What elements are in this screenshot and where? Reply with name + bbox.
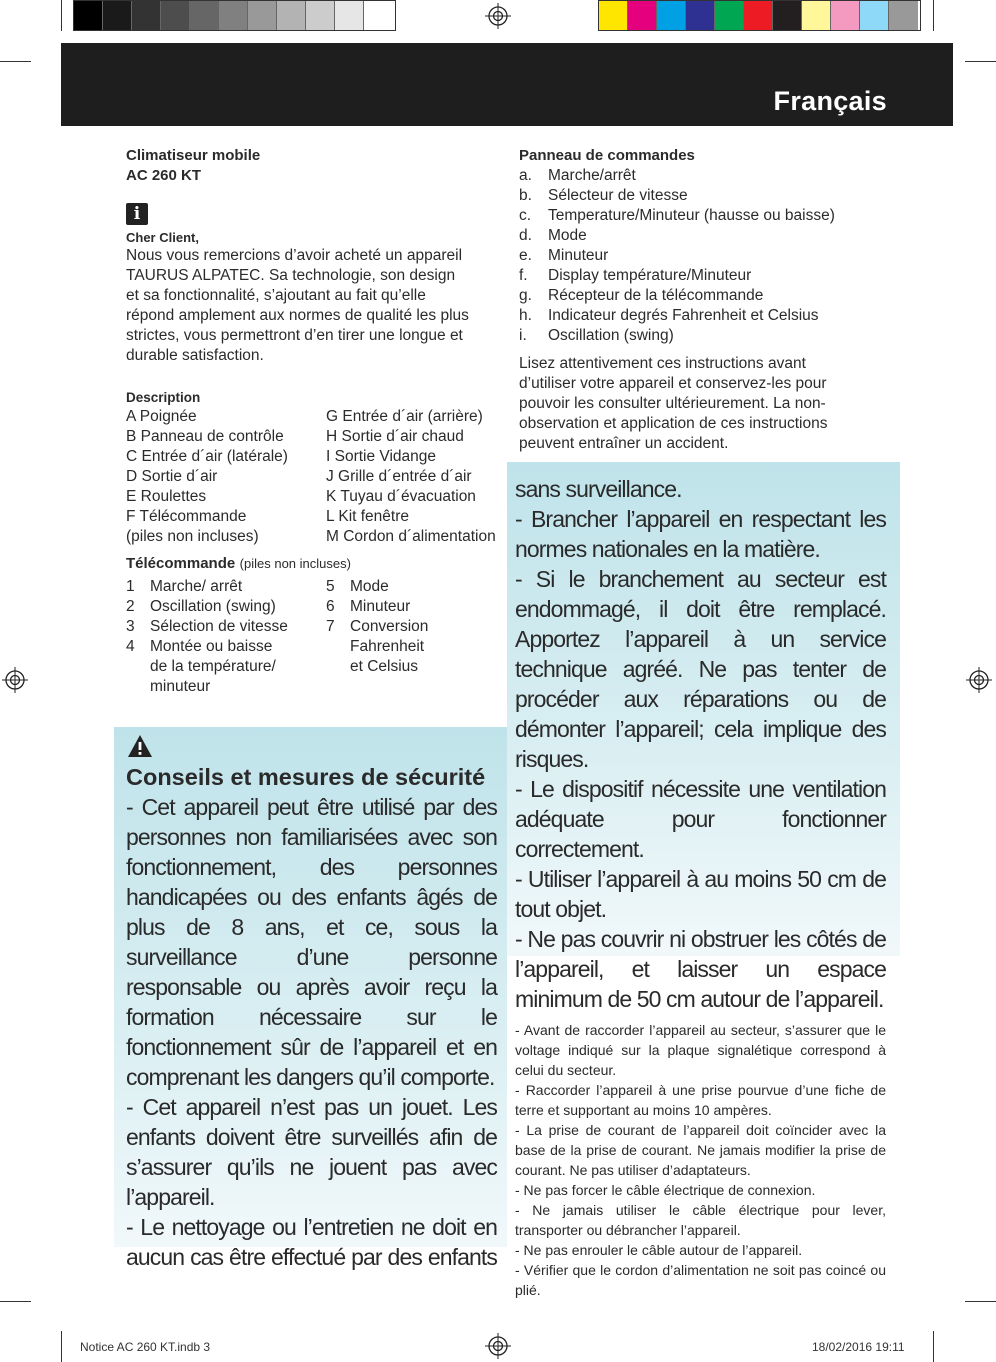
gray-swatch (132, 1, 161, 30)
notice-line: pouvoir les consulter ultérieurement. La non- (519, 395, 826, 412)
panel-item (519, 326, 889, 346)
gray-swatch (335, 1, 364, 30)
panel-item (519, 246, 889, 266)
panel-item-label: Sélecteur de vitesse (548, 187, 688, 204)
description-item: K Tuyau d´évacuation (326, 488, 476, 505)
remote-item-number (126, 657, 150, 677)
color-swatch (599, 1, 628, 30)
intro-line: et sa fonctionnalité, s’ajoutant au fait qu’elle (126, 287, 426, 304)
description-item: G Entrée d´air (arrière) (326, 408, 483, 425)
color-swatch (715, 1, 744, 30)
crop-mark (0, 1301, 31, 1302)
panel-item-letter: g. (519, 287, 532, 304)
description-item: J Grille d´entrée d´air (326, 468, 472, 485)
safety-right-big-text (515, 474, 886, 1014)
panel-item-letter: c. (519, 207, 532, 224)
panel-item-label: Marche/arrêt (548, 167, 636, 184)
remote-item-number: 1 (126, 578, 135, 595)
language-title: Français (773, 86, 887, 116)
notice-line: peuvent entraîner un accident. (519, 435, 729, 452)
color-swatch (889, 1, 918, 30)
product-model: AC 260 KT (126, 167, 202, 184)
safety-paragraph-small: - Avant de raccorder l’appareil au secteur, s’assurer que le voltage indiqué sur la plaque signalétique correspond à celui du secteur. (515, 1022, 886, 1078)
remote-note: (piles non incluses) (239, 556, 351, 571)
safety-paragraph: - Cet appareil peut être utilisé par des personnes non familiarisées avec son fonctionnement, des personnes handicapées ou des enfants âgés de plus de 8 ans, et ce, sous la surveillance d’une personne responsable ou après avoir reçu la formation nécessaire sur le fonctionnement sûr de l’appareil et en comprenant les dangers qu’il comporte. (126, 794, 497, 1090)
page-header (61, 43, 953, 126)
safety-paragraph: - Utiliser l’appareil à au moins 50 cm de tout objet. (515, 866, 886, 922)
remote-item-label: Oscillation (swing) (150, 598, 276, 615)
safety-paragraph: - Cet appareil n’est pas un jouet. Les enfants doivent être surveillés afin de s’assurer qu’ils ne jouent pas avec l’appareil. (126, 1094, 497, 1210)
color-swatch (802, 1, 831, 30)
description-left-list (126, 407, 326, 547)
safety-paragraph-small: - Ne pas forcer le câble électrique de connexion. (515, 1182, 816, 1198)
description-item: H Sortie d´air chaud (326, 428, 464, 445)
crop-mark (933, 0, 934, 31)
description-item: D Sortie d´air (126, 468, 218, 485)
panel-item (519, 286, 889, 306)
description-section (126, 389, 506, 547)
remote-item-label: Mode (350, 578, 389, 595)
registration-mark-icon (966, 667, 992, 693)
gray-swatch (364, 1, 393, 30)
panel-heading: Panneau de commandes (519, 147, 695, 164)
control-panel-section (519, 146, 889, 454)
color-swatch (744, 1, 773, 30)
remote-item-label: Conversion (350, 618, 429, 635)
color-swatch (628, 1, 657, 30)
footer-filename: Notice AC 260 KT.indb 3 (80, 1340, 211, 1354)
info-icon: i (126, 203, 148, 225)
intro-line: Nous vous remercions d’avoir acheté un appareil (126, 247, 463, 264)
panel-item (519, 306, 889, 326)
safety-title: Conseils et mesures de sécurité (126, 764, 486, 790)
panel-item-label: Récepteur de la télécommande (548, 287, 764, 304)
panel-item (519, 266, 889, 286)
remote-item (126, 657, 326, 677)
panel-item-label: Indicateur degrés Fahrenheit et Celsius (548, 307, 819, 324)
safety-paragraph-small: - Vérifier que le cordon d’alimentation ne soit pas coincé ou plié. (515, 1262, 886, 1298)
safety-paragraph-small: - La prise de courant de l’appareil doit coïncider avec la base de la prise de courant. Ne jamais modifier la prise de courant. Ne pas utiliser d’adaptateurs. (515, 1122, 886, 1178)
remote-item (326, 637, 506, 657)
gray-swatch (248, 1, 277, 30)
crop-mark (933, 1331, 934, 1362)
panel-item-label: Minuteur (548, 247, 609, 264)
remote-item-number (126, 677, 150, 697)
remote-item (326, 617, 506, 637)
remote-item (326, 597, 506, 617)
safety-paragraph: - Le nettoyage ou l’entretien ne doit en aucun cas être effectué par des enfants (126, 1214, 497, 1270)
description-item: A Poignée (126, 408, 197, 425)
color-bar (598, 0, 921, 31)
registration-mark-icon (485, 1333, 511, 1359)
panel-item-label: Mode (548, 227, 587, 244)
notice-line: d’utiliser votre appareil et conservez-les pour (519, 375, 827, 392)
description-item: E Roulettes (126, 488, 207, 505)
gray-swatch (74, 1, 103, 30)
crop-mark (61, 1331, 62, 1362)
color-swatch (831, 1, 860, 30)
panel-item (519, 206, 889, 226)
gray-swatch (277, 1, 306, 30)
remote-item (126, 677, 326, 697)
remote-item-label: de la température/ (150, 658, 276, 675)
intro-text (126, 246, 496, 366)
safety-right-content (515, 474, 886, 1300)
safety-paragraph: sans surveillance. (515, 476, 682, 502)
gray-swatch (190, 1, 219, 30)
panel-item (519, 226, 889, 246)
safety-paragraph-small: - Ne jamais utiliser le câble électrique pour lever, transporter ou débrancher l’appareil. (515, 1202, 886, 1238)
safety-paragraph: - Ne pas couvrir ni obstruer les côtés de l’appareil, et laisser un espace minimum de 50 cm autour de l’appareil. (515, 926, 886, 1012)
safety-left-content (126, 733, 497, 1272)
registration-mark-icon (2, 667, 28, 693)
gray-swatch (103, 1, 132, 30)
remote-item (126, 617, 326, 637)
panel-item-label: Display température/Minuteur (548, 267, 752, 284)
color-swatch (773, 1, 802, 30)
intro-line: durable satisfaction. (126, 347, 264, 364)
remote-item-label: Fahrenheit (350, 638, 425, 655)
remote-item-number: 5 (326, 578, 335, 595)
remote-item (126, 597, 326, 617)
remote-item-label: Sélection de vitesse (150, 618, 288, 635)
remote-item-number: 3 (126, 618, 135, 635)
remote-item (126, 577, 326, 597)
description-item: C Entrée d´air (latérale) (126, 448, 288, 465)
color-swatch (860, 1, 889, 30)
remote-item-label: et Celsius (350, 658, 419, 675)
remote-item-label: Marche/ arrêt (150, 578, 243, 595)
safety-paragraph: - Brancher l’appareil en respectant les normes nationales en la matière. (515, 506, 886, 562)
description-heading: Description (126, 390, 201, 405)
remote-section (126, 553, 506, 697)
registration-mark-icon (485, 3, 511, 29)
safety-paragraph: - Si le branchement au secteur est endommagé, il doit être remplacé. Apportez l’appareil à un service technique agréé. Ne pas tenter de procéder aux réparations ou de démonter l’appareil; cela implique des risques. (515, 566, 886, 772)
intro-heading: Cher Client, (126, 230, 199, 245)
safety-paragraph-small: - Ne pas enrouler le câble autour de l’appareil. (515, 1242, 803, 1258)
warning-icon (126, 733, 154, 759)
remote-left-list (126, 577, 326, 697)
crop-mark (61, 0, 62, 31)
remote-item-label: Minuteur (350, 598, 411, 615)
remote-item (326, 577, 506, 597)
product-name: Climatiseur mobile (126, 147, 261, 164)
product-title (126, 146, 260, 186)
panel-item-letter: h. (519, 307, 532, 324)
panel-item-letter: d. (519, 227, 532, 244)
gray-swatch (161, 1, 190, 30)
panel-item-letter: i. (519, 327, 527, 344)
safety-right-small-text (515, 1020, 886, 1300)
remote-item-number (326, 637, 350, 657)
remote-item-number (326, 657, 350, 677)
remote-item (126, 637, 326, 657)
panel-item-label: Oscillation (swing) (548, 327, 674, 344)
description-item: I Sortie Vidange (326, 448, 437, 465)
intro-line: strictes, vous permettront d’en tirer une longue et (126, 327, 463, 344)
notice-line: observation et application de ces instructions (519, 415, 828, 432)
gray-swatch (219, 1, 248, 30)
panel-item-letter: e. (519, 247, 532, 264)
remote-item (326, 657, 506, 677)
notice-line: Lisez attentivement ces instructions avant (519, 355, 806, 372)
description-item: (piles non incluses) (126, 528, 259, 545)
panel-item-label: Temperature/Minuteur (hausse ou baisse) (548, 207, 835, 224)
description-item: F Télécommande (126, 508, 247, 525)
panel-notice (519, 354, 889, 454)
description-right-list (326, 407, 506, 547)
panel-list (519, 166, 889, 346)
remote-item-number: 4 (126, 638, 135, 655)
panel-item (519, 186, 889, 206)
grayscale-bar (73, 0, 396, 31)
intro-line: TAURUS ALPATEC. Sa technologie, son design (126, 267, 456, 284)
crop-mark (0, 61, 31, 62)
remote-item-number: 7 (326, 618, 335, 635)
panel-item-letter: a. (519, 167, 532, 184)
footer-date: 18/02/2016 19:11 (812, 1340, 905, 1354)
panel-item-letter: b. (519, 187, 532, 204)
remote-item-number: 2 (126, 598, 135, 615)
safety-paragraph-small: - Raccorder l’appareil à une prise pourvue d’une fiche de terre et supportant au moins 10 ampères. (515, 1082, 886, 1118)
intro-line: répond amplement aux normes de qualité les plus (126, 307, 469, 324)
remote-item-label: Montée ou baisse (150, 638, 273, 655)
panel-item-letter: f. (519, 267, 528, 284)
panel-item (519, 166, 889, 186)
crop-mark (965, 61, 996, 62)
description-item: L Kit fenêtre (326, 508, 410, 525)
remote-item-number: 6 (326, 598, 335, 615)
crop-mark (965, 1301, 996, 1302)
description-item: M Cordon d´alimentation (326, 528, 496, 545)
color-swatch (686, 1, 715, 30)
safety-paragraph: - Le dispositif nécessite une ventilation adéquate pour fonctionner correctement. (515, 776, 886, 862)
description-item: B Panneau de contrôle (126, 428, 284, 445)
color-swatch (657, 1, 686, 30)
intro-section (126, 229, 496, 366)
remote-right-list (326, 577, 506, 697)
remote-heading: Télécommande (126, 555, 236, 572)
gray-swatch (306, 1, 335, 30)
remote-item-label: minuteur (150, 678, 211, 695)
